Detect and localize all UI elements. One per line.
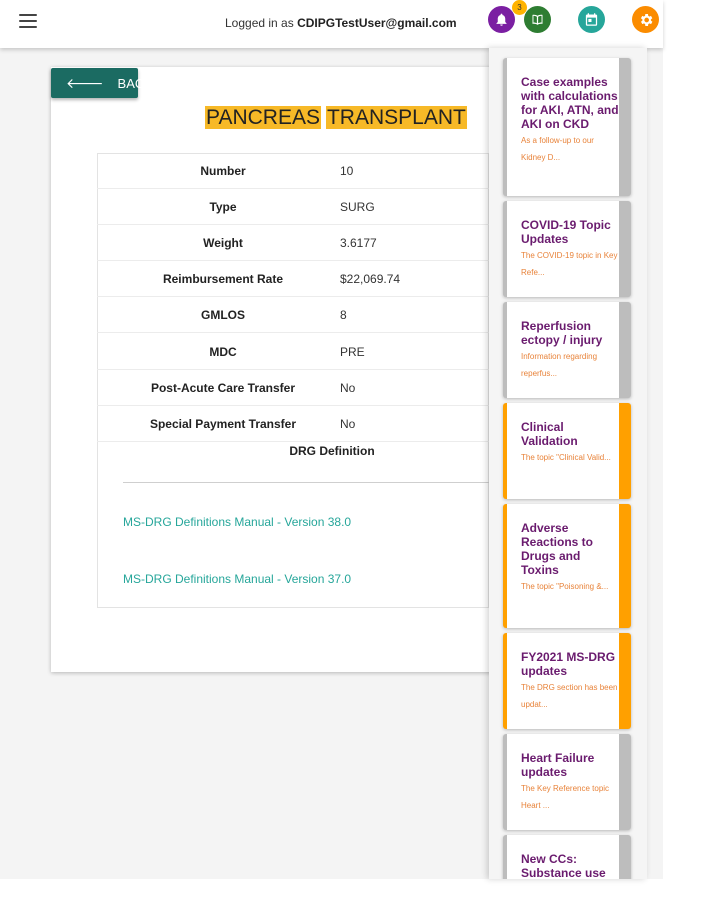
news-tile[interactable] <box>503 835 631 879</box>
news-tile-title: New CCs: Substance use <box>521 852 606 879</box>
news-tile-title: COVID-19 Topic Updates <box>521 218 611 246</box>
page-right-margin <box>663 0 726 900</box>
news-panel <box>489 48 647 879</box>
news-tile-snippet: The COVID-19 topic in Key Refe... <box>521 251 618 277</box>
table-row <box>97 189 489 225</box>
back-label: BACK <box>117 75 153 91</box>
news-tile[interactable] <box>503 504 631 628</box>
login-status <box>225 16 457 30</box>
back-button[interactable] <box>51 68 153 98</box>
table-row <box>97 406 489 442</box>
arrow-left-icon: 🡐 <box>66 74 104 91</box>
news-tile-snippet: The topic "Poisoning &... <box>521 582 609 591</box>
news-tile[interactable] <box>503 734 631 830</box>
book-icon[interactable] <box>524 6 551 33</box>
row-label: GMLOS <box>201 308 245 322</box>
row-label: Special Payment Transfer <box>149 417 297 431</box>
title-word: PANCREAS <box>206 106 320 129</box>
news-tile-snippet: As a follow-up to our Kidney D... <box>521 136 594 162</box>
table-row <box>97 297 489 333</box>
drg-definition-heading: DRG Definition <box>289 444 375 458</box>
news-tile-title: FY2021 MS-DRG updates <box>521 650 616 678</box>
table-row <box>97 370 489 406</box>
row-value: No <box>340 417 356 431</box>
row-value: 10 <box>340 164 354 178</box>
manual-link-v38[interactable]: MS-DRG Definitions Manual - Version 38.0 <box>123 515 352 529</box>
news-tile-title: Reperfusion ectopy / injury <box>521 319 603 347</box>
bell-icon[interactable] <box>488 6 515 33</box>
row-label: Weight <box>203 236 243 250</box>
page-bottom-margin <box>0 879 726 900</box>
news-tile-title: Clinical Validation <box>521 420 578 448</box>
table-row <box>97 334 489 370</box>
news-tile[interactable] <box>503 201 631 297</box>
news-tile[interactable] <box>503 58 631 196</box>
row-label: Number <box>200 164 246 178</box>
notification-badge: 3 <box>512 0 527 15</box>
news-tile-snippet: The DRG section has been updat... <box>521 683 618 709</box>
row-value: 3.6177 <box>340 236 377 250</box>
table-row <box>97 225 489 261</box>
top-app-bar <box>0 0 663 48</box>
manual-link-v37[interactable]: MS-DRG Definitions Manual - Version 37.0 <box>123 572 352 586</box>
row-label: Reimbursement Rate <box>162 272 284 286</box>
page-title <box>205 106 467 130</box>
calendar-icon[interactable] <box>578 6 605 33</box>
row-value: SURG <box>340 200 375 214</box>
divider <box>123 482 489 483</box>
row-value: 8 <box>340 308 347 322</box>
login-prefix: Logged in as <box>225 16 298 30</box>
news-tile[interactable] <box>503 633 631 729</box>
news-tile-snippet: The topic "Clinical Valid... <box>521 453 611 462</box>
row-value: $22,069.74 <box>340 272 401 286</box>
gear-icon[interactable] <box>632 6 659 33</box>
news-tile-snippet: The Key Reference topic Heart ... <box>521 784 610 810</box>
news-tile-snippet: Information regarding reperfus... <box>521 352 598 378</box>
user-email: CDIPGTestUser@gmail.com <box>297 16 457 30</box>
news-tile-title: Heart Failure updates <box>521 751 595 779</box>
news-tile-title: Adverse Reactions to Drugs and Toxins <box>521 521 594 577</box>
news-tile[interactable] <box>503 302 631 398</box>
title-word: TRANSPLANT <box>326 106 466 129</box>
row-label: Type <box>209 200 237 214</box>
table-row <box>97 261 489 297</box>
row-value: PRE <box>340 345 365 359</box>
menu-icon[interactable] <box>19 14 37 28</box>
news-tile[interactable] <box>503 403 631 499</box>
table-row <box>97 153 489 189</box>
row-label: MDC <box>209 345 237 359</box>
news-tile-title: Case examples with calculations for AKI, ATN, and AKI on CKD <box>521 75 619 131</box>
row-label: Post-Acute Care Transfer <box>150 381 296 395</box>
row-value: No <box>340 381 356 395</box>
